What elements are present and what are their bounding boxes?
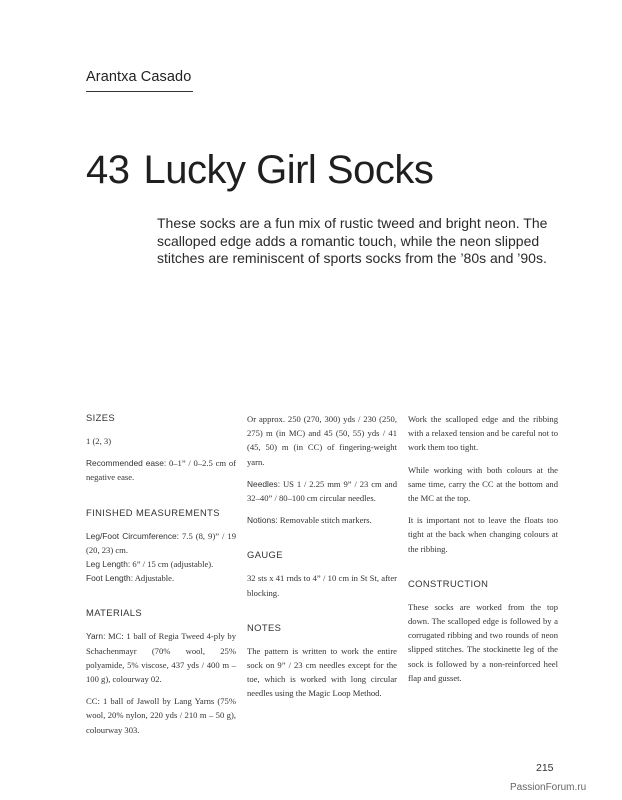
recommended-ease bbox=[86, 456, 236, 484]
construction-text: These socks are worked from the top down. The scalloped edge is followed by a corrugated ribbing and two rounds of neon slipped stitches. The stockinette leg of the sock is followed by a non-reinforced heel flap and gusset. bbox=[408, 601, 558, 683]
leg-length-value: 6” / 15 cm (adjustable). bbox=[130, 559, 214, 570]
finished-measurements-heading: FINISHED MEASUREMENTS bbox=[86, 506, 220, 518]
column-1 bbox=[86, 412, 236, 745]
foot-length bbox=[86, 571, 236, 585]
author-underline bbox=[86, 91, 193, 92]
watermark: PassionForum.ru bbox=[510, 782, 587, 793]
yarn-cc: CC: 1 ball of Jawoll by Lang Yarns (75% wool, 20% nylon, 220 yds / 210 m – 50 g), colourway 303. bbox=[86, 696, 236, 735]
yarn-approx: Or approx. 250 (270, 300) yds / 230 (250, 275) m (in MC) and 45 (50, 55) yds / 41 (45, 50) m (in CC) of fingering-weight yarn. bbox=[247, 414, 397, 467]
materials-heading: MATERIALS bbox=[86, 607, 143, 619]
pattern-number: 43 bbox=[86, 148, 130, 192]
yarn-label: Yarn: bbox=[86, 631, 106, 642]
gauge-heading: GAUGE bbox=[247, 549, 283, 561]
yarn-mc bbox=[86, 629, 236, 686]
notes-tension: Work the scalloped edge and the ribbing with a relaxed tension and be careful not to work them too tight. bbox=[408, 414, 558, 453]
author-name: Arantxa Casado bbox=[86, 69, 192, 85]
notions bbox=[247, 513, 397, 527]
notes-colours: While working with both colours at the same time, carry the CC at the bottom and the MC at the top. bbox=[408, 464, 558, 504]
needles-value: US 1 / 2.25 mm 9” / 23 cm and 32–40” / 80–100 cm circular needles. bbox=[247, 478, 397, 504]
leg-length-label: Leg Length: bbox=[86, 559, 131, 570]
leg-foot-label: Leg/Foot Circumference: bbox=[86, 530, 180, 541]
sizes-heading: SIZES bbox=[86, 412, 116, 423]
notions-value: Removable stitch markers. bbox=[277, 515, 372, 526]
yarn-value: MC: 1 ball of Regia Tweed 4-ply by Schachenmayr (70% wool, 25% polyamide, 5% viscose, 437 yds / 400 m – 100 g), colourway 02. bbox=[86, 631, 236, 685]
sizes-values: 1 (2, 3) bbox=[86, 436, 112, 446]
notes-text: The pattern is written to work the entire sock on 9” / 23 cm needles except for the toe, which is worked with long circular needles using the Magic Loop Method. bbox=[247, 645, 397, 699]
notes-floats: It is important not to leave the floats too tight at the back when changing colours at the ribbing. bbox=[408, 515, 558, 554]
intro-paragraph: These socks are a fun mix of rustic tweed and bright neon. The scalloped edge adds a romantic touch, while the neon slipped stitches are reminiscent of sports socks from the ’80s and ’90s. bbox=[157, 215, 548, 266]
leg-foot-circumference bbox=[86, 529, 236, 557]
needles-label: Needles: bbox=[247, 478, 281, 489]
needles bbox=[247, 477, 397, 505]
foot-length-label: Foot Length: bbox=[86, 573, 134, 584]
ease-label: Recommended ease: bbox=[86, 458, 167, 469]
column-2 bbox=[247, 412, 397, 709]
page-number: 215 bbox=[536, 762, 554, 774]
pattern-title: Lucky Girl Socks bbox=[143, 148, 434, 192]
ease-value: 0–1” / 0–2.5 cm of negative ease. bbox=[86, 458, 236, 483]
foot-length-value: Adjustable. bbox=[133, 573, 175, 584]
leg-foot-value: 7.5 (8, 9)” / 19 (20, 23) cm. bbox=[86, 530, 236, 555]
leg-length bbox=[86, 557, 236, 571]
notes-heading: NOTES bbox=[247, 621, 282, 633]
construction-heading: CONSTRUCTION bbox=[408, 577, 489, 589]
gauge-text: 32 sts x 41 rnds to 4” / 10 cm in St St, after blocking. bbox=[247, 573, 397, 598]
page-title bbox=[86, 148, 433, 193]
column-3 bbox=[408, 412, 558, 693]
notions-label: Notions: bbox=[247, 515, 278, 526]
